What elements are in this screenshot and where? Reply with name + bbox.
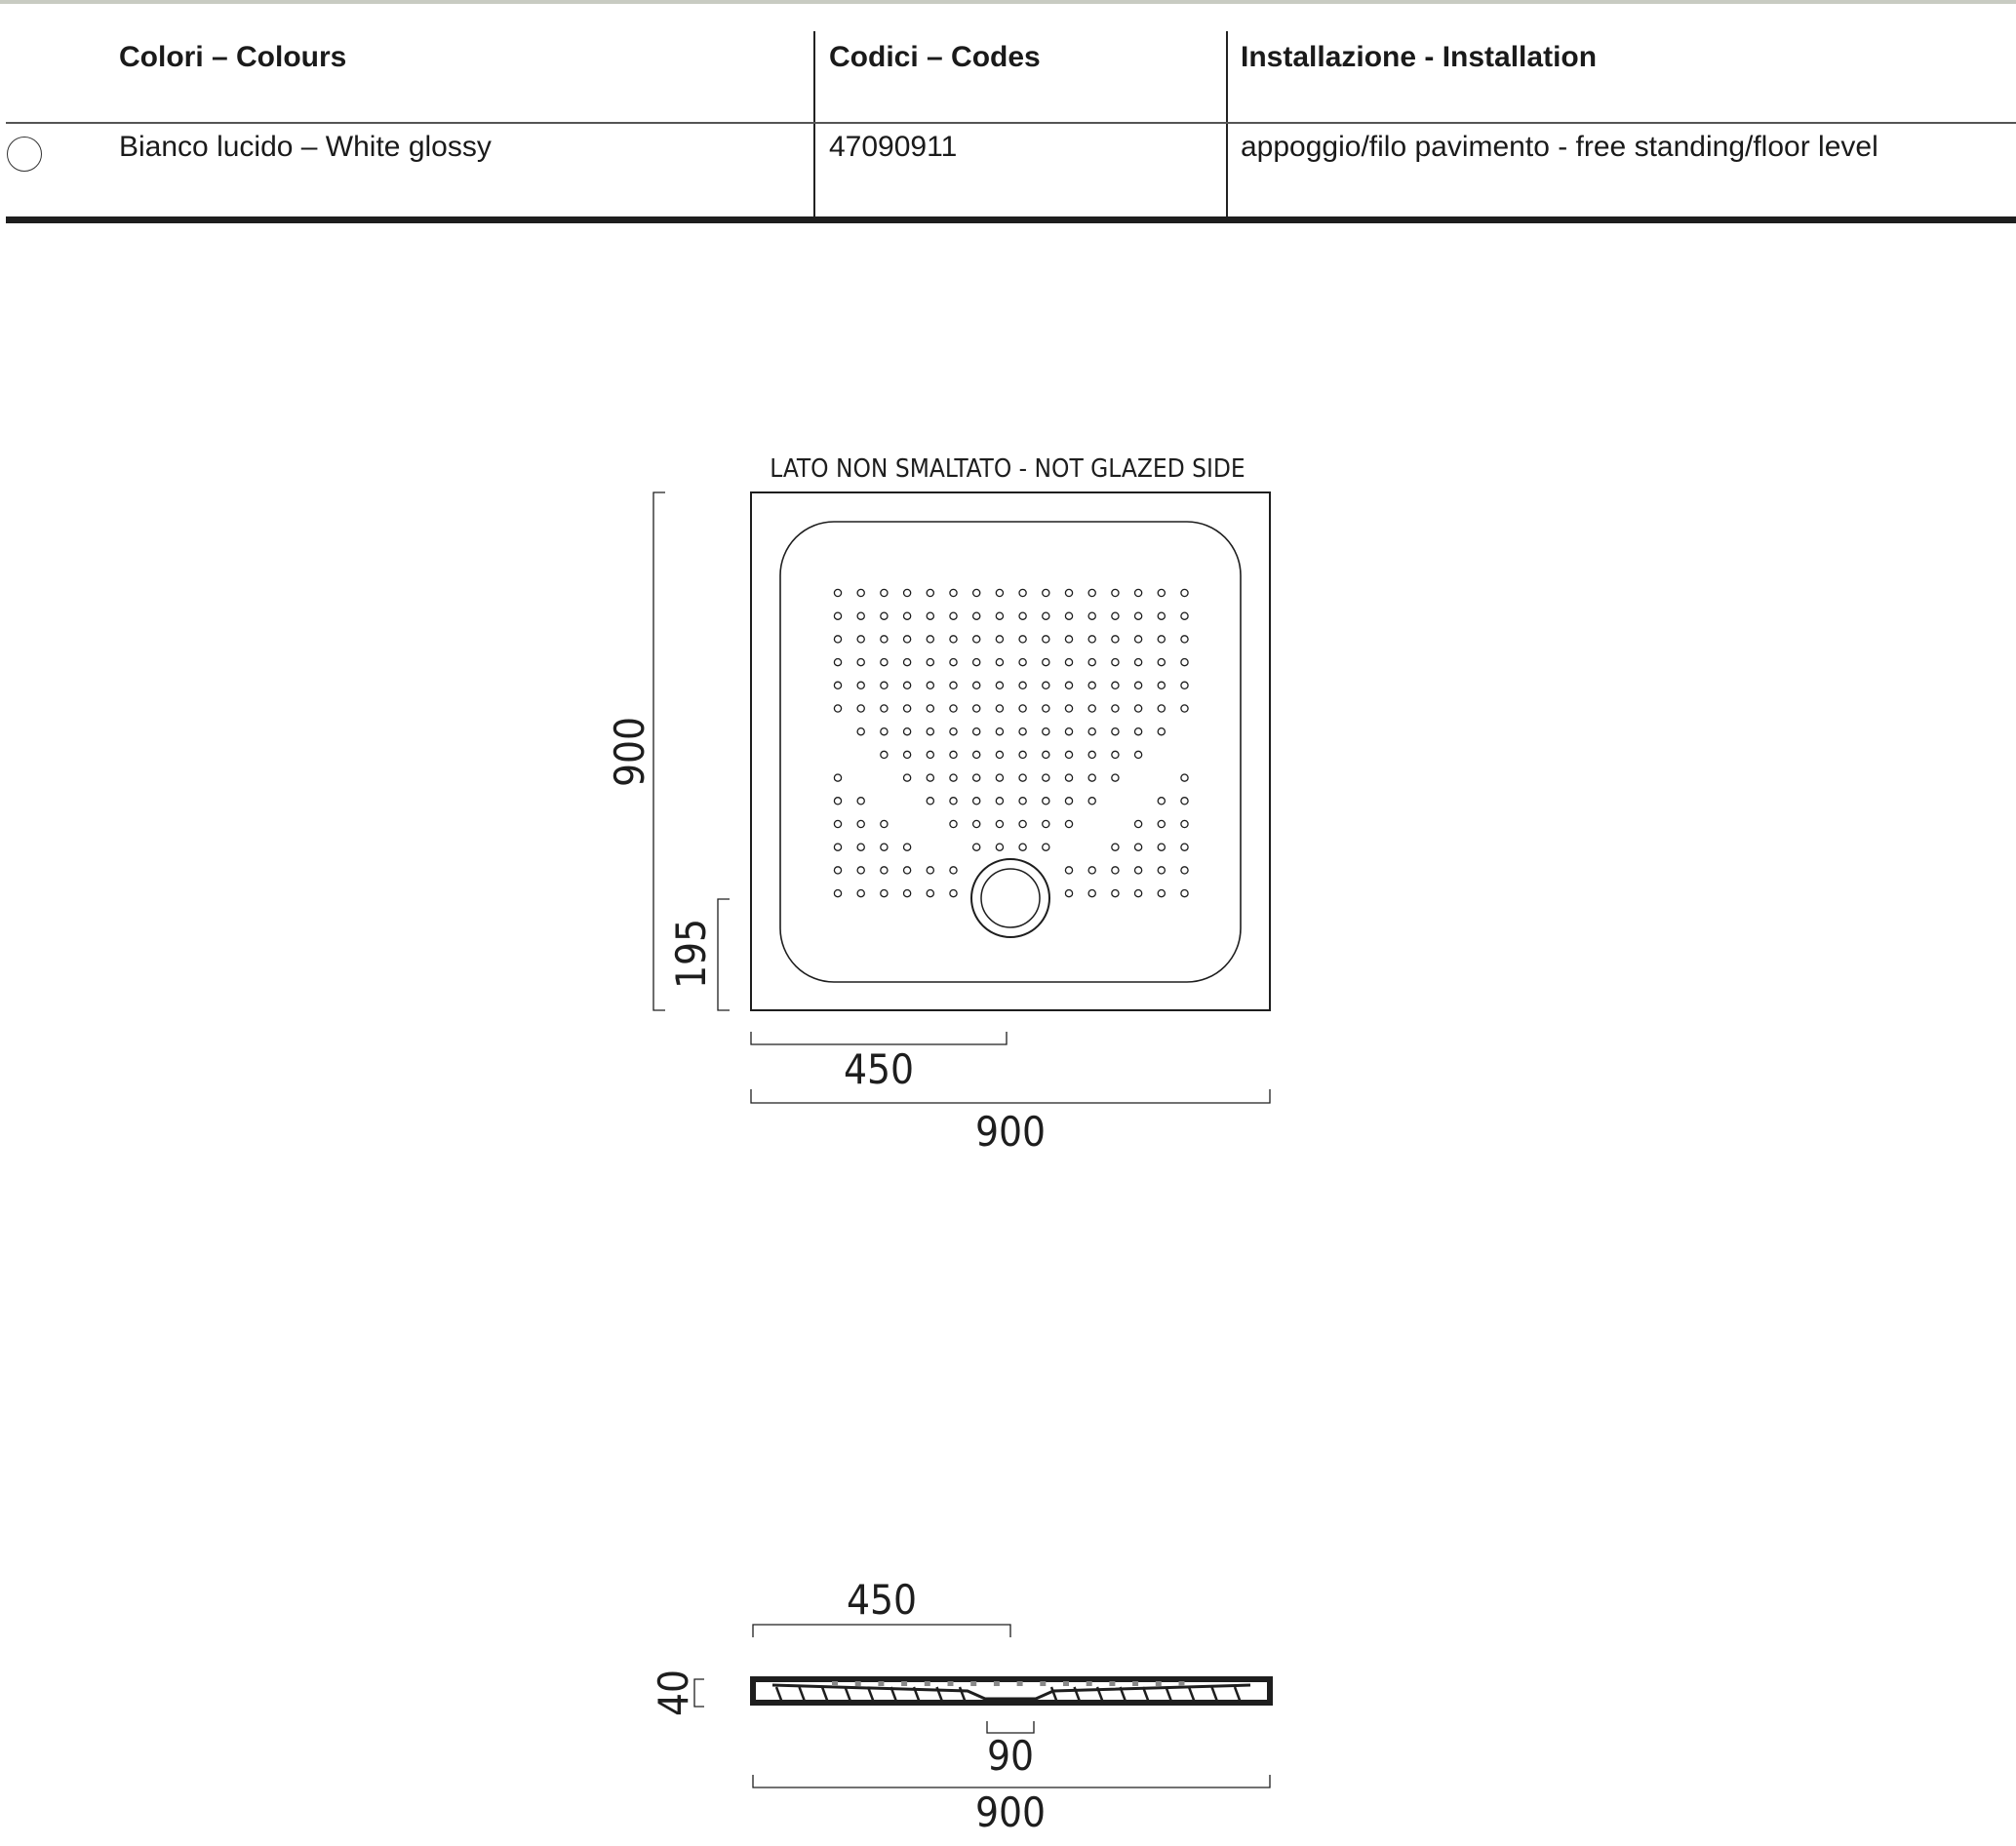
anti-slip-dot [857, 589, 864, 596]
plan-view-label: LATO NON SMALTATO - NOT GLAZED SIDE [770, 454, 1245, 484]
anti-slip-dot [1181, 682, 1188, 688]
anti-slip-dot [996, 798, 1003, 805]
section-dot [994, 1681, 1000, 1686]
anti-slip-dot [904, 890, 911, 897]
anti-slip-dot [1065, 659, 1072, 666]
section-dim-line-half-width [753, 1625, 1010, 1637]
header-codes: Codici – Codes [829, 41, 1041, 73]
anti-slip-dot [996, 589, 1003, 596]
anti-slip-dot [950, 774, 957, 781]
anti-slip-dot [1158, 844, 1165, 850]
anti-slip-dot [996, 751, 1003, 758]
header-colours: Colori – Colours [119, 41, 347, 73]
anti-slip-dot [950, 751, 957, 758]
anti-slip-dot [996, 820, 1003, 827]
tray-basin [780, 522, 1241, 982]
anti-slip-dot [1088, 798, 1095, 805]
anti-slip-dot [927, 798, 933, 805]
anti-slip-dot [1158, 820, 1165, 827]
anti-slip-dot [1158, 659, 1165, 666]
anti-slip-dot [996, 728, 1003, 735]
anti-slip-dot [1181, 636, 1188, 643]
anti-slip-dot [1019, 659, 1026, 666]
anti-slip-dot [996, 705, 1003, 712]
anti-slip-dot [1088, 705, 1095, 712]
anti-slip-dot [904, 728, 911, 735]
anti-slip-dot [927, 659, 933, 666]
anti-slip-dot [834, 705, 841, 712]
anti-slip-dot [1158, 798, 1165, 805]
dim-text-width: 900 [974, 1108, 1047, 1156]
anti-slip-dot [927, 774, 933, 781]
anti-slip-dot [1088, 659, 1095, 666]
anti-slip-dot [1158, 728, 1165, 735]
section-dot [1040, 1681, 1046, 1686]
anti-slip-dot [1112, 751, 1119, 758]
anti-slip-dot [1135, 728, 1142, 735]
anti-slip-dot [1088, 774, 1095, 781]
anti-slip-dot [1112, 728, 1119, 735]
anti-slip-dot [1158, 890, 1165, 897]
section-dot [1109, 1681, 1115, 1686]
anti-slip-dot [857, 798, 864, 805]
anti-slip-dot [950, 798, 957, 805]
section-dot [1087, 1681, 1092, 1686]
anti-slip-dot [857, 705, 864, 712]
row-colour: Bianco lucido – White glossy [119, 131, 492, 163]
anti-slip-dot [1181, 705, 1188, 712]
section-dim-text-thickness: 40 [650, 1669, 697, 1717]
anti-slip-dot [973, 612, 980, 619]
anti-slip-dot [950, 612, 957, 619]
anti-slip-dot [1019, 612, 1026, 619]
section-dot [1017, 1681, 1023, 1686]
anti-slip-dot [904, 867, 911, 874]
anti-slip-dot [1181, 867, 1188, 874]
anti-slip-dot [1043, 751, 1049, 758]
anti-slip-dot [1158, 867, 1165, 874]
anti-slip-dot [996, 636, 1003, 643]
dim-text-drain-offset: 195 [667, 918, 715, 990]
anti-slip-dot [927, 728, 933, 735]
section-dot [970, 1681, 976, 1686]
anti-slip-dot [904, 844, 911, 850]
anti-slip-dot [857, 682, 864, 688]
anti-slip-dot [1181, 659, 1188, 666]
anti-slip-dot [834, 636, 841, 643]
anti-slip-dot [927, 612, 933, 619]
anti-slip-dot [1043, 820, 1049, 827]
drain-inner-ring [981, 869, 1040, 927]
anti-slip-dot [1065, 751, 1072, 758]
anti-slip-dot [1065, 636, 1072, 643]
anti-slip-dot [881, 612, 888, 619]
anti-slip-dot [1065, 612, 1072, 619]
anti-slip-dot [950, 659, 957, 666]
anti-slip-dot [904, 682, 911, 688]
anti-slip-dot [881, 867, 888, 874]
anti-slip-dot [1065, 589, 1072, 596]
anti-slip-dot [973, 798, 980, 805]
anti-slip-dot [950, 867, 957, 874]
anti-slip-dot [1088, 589, 1095, 596]
anti-slip-dot [1181, 798, 1188, 805]
anti-slip-dot [950, 890, 957, 897]
anti-slip-dot [927, 890, 933, 897]
anti-slip-dot [1065, 774, 1072, 781]
anti-slip-dot [1158, 682, 1165, 688]
section-dot [1179, 1681, 1185, 1686]
anti-slip-dot [881, 636, 888, 643]
tray-section-surface [772, 1685, 1250, 1699]
anti-slip-dot [927, 589, 933, 596]
anti-slip-dot [1043, 612, 1049, 619]
anti-slip-dot [1112, 612, 1119, 619]
anti-slip-dot [1088, 867, 1095, 874]
anti-slip-dot [1181, 890, 1188, 897]
dim-text-height: 900 [606, 716, 653, 788]
anti-slip-dot [973, 659, 980, 666]
anti-slip-dot [1112, 890, 1119, 897]
anti-slip-dot [1112, 589, 1119, 596]
anti-slip-dot [973, 751, 980, 758]
anti-slip-dot [1158, 612, 1165, 619]
anti-slip-dot [1088, 751, 1095, 758]
anti-slip-dot [927, 867, 933, 874]
anti-slip-dot [973, 820, 980, 827]
anti-slip-dot [973, 589, 980, 596]
anti-slip-dot [1158, 705, 1165, 712]
anti-slip-dot [857, 867, 864, 874]
anti-slip-dot [1088, 636, 1095, 643]
anti-slip-dot [881, 890, 888, 897]
anti-slip-dot [1065, 890, 1072, 897]
anti-slip-dot [996, 612, 1003, 619]
anti-slip-dot [1135, 612, 1142, 619]
anti-slip-dot [904, 751, 911, 758]
anti-slip-dot [1019, 751, 1026, 758]
anti-slip-dot [881, 728, 888, 735]
anti-slip-dot [834, 682, 841, 688]
anti-slip-dot [834, 589, 841, 596]
anti-slip-dot [1043, 705, 1049, 712]
anti-slip-dot [1135, 867, 1142, 874]
anti-slip-dot [1135, 890, 1142, 897]
anti-slip-dot [1181, 589, 1188, 596]
anti-slip-dot [1112, 844, 1119, 850]
anti-slip-dot [1135, 844, 1142, 850]
anti-slip-dot [1065, 728, 1072, 735]
anti-slip-dot [1065, 798, 1072, 805]
tray-outline [751, 492, 1270, 1010]
anti-slip-dot [973, 705, 980, 712]
anti-slip-dot [904, 636, 911, 643]
anti-slip-dot [1043, 589, 1049, 596]
section-dot [1156, 1681, 1162, 1686]
anti-slip-dot [1112, 636, 1119, 643]
anti-slip-dot [1019, 820, 1026, 827]
dim-line-width [751, 1089, 1270, 1103]
section-dim-text-drain: 90 [986, 1732, 1035, 1780]
anti-slip-dot [1135, 751, 1142, 758]
anti-slip-dot [1135, 820, 1142, 827]
anti-slip-dot [927, 705, 933, 712]
anti-slip-dot [857, 612, 864, 619]
anti-slip-dot [950, 636, 957, 643]
anti-slip-dot [1088, 890, 1095, 897]
anti-slip-dot [1158, 589, 1165, 596]
dim-line-height [653, 492, 665, 1010]
anti-slip-dot [1112, 659, 1119, 666]
anti-slip-dot [1112, 867, 1119, 874]
anti-slip-dot [1065, 682, 1072, 688]
plan-view [606, 454, 1270, 1156]
anti-slip-dot [904, 589, 911, 596]
anti-slip-dot [834, 659, 841, 666]
anti-slip-dot [1019, 636, 1026, 643]
section-dot [832, 1681, 838, 1686]
anti-slip-dot [973, 844, 980, 850]
anti-slip-dot [1043, 682, 1049, 688]
anti-slip-dot [950, 682, 957, 688]
anti-slip-dot [927, 751, 933, 758]
section-dot [1132, 1681, 1138, 1686]
anti-slip-dot [857, 636, 864, 643]
anti-slip-dot [950, 820, 957, 827]
anti-slip-dot [1135, 636, 1142, 643]
anti-slip-dot [881, 589, 888, 596]
anti-slip-dot [1065, 867, 1072, 874]
anti-slip-dot [1043, 844, 1049, 850]
anti-slip-dot [1043, 728, 1049, 735]
anti-slip-dot [1019, 798, 1026, 805]
anti-slip-dot [857, 659, 864, 666]
anti-slip-dot [1019, 682, 1026, 688]
anti-slip-dot [881, 659, 888, 666]
anti-slip-dot [834, 890, 841, 897]
anti-slip-dot [996, 844, 1003, 850]
anti-slip-dot [973, 728, 980, 735]
anti-slip-dot [950, 705, 957, 712]
anti-slip-dot [1181, 774, 1188, 781]
anti-slip-dot [1088, 728, 1095, 735]
anti-slip-dot [1158, 636, 1165, 643]
anti-slip-dot [834, 774, 841, 781]
anti-slip-dot-grid [834, 589, 1188, 896]
anti-slip-dot [1043, 636, 1049, 643]
row-code: 47090911 [829, 131, 958, 163]
anti-slip-dot [857, 728, 864, 735]
section-dot [855, 1681, 861, 1686]
anti-slip-dot [927, 636, 933, 643]
anti-slip-dot [996, 682, 1003, 688]
anti-slip-dot [834, 798, 841, 805]
anti-slip-dot [1181, 844, 1188, 850]
anti-slip-dot [1112, 682, 1119, 688]
section-dot [1063, 1681, 1069, 1686]
anti-slip-dot [834, 844, 841, 850]
anti-slip-dot [973, 682, 980, 688]
anti-slip-dot [973, 774, 980, 781]
anti-slip-dot [1019, 728, 1026, 735]
drain-outer-ring [971, 859, 1049, 937]
anti-slip-dot [857, 890, 864, 897]
anti-slip-dot [881, 820, 888, 827]
anti-slip-dot [904, 612, 911, 619]
anti-slip-dot [1112, 774, 1119, 781]
anti-slip-dot [857, 844, 864, 850]
section-dim-text-half-width: 450 [846, 1576, 918, 1624]
anti-slip-dot [1043, 659, 1049, 666]
anti-slip-dot [1135, 659, 1142, 666]
anti-slip-dot [973, 636, 980, 643]
anti-slip-dot [881, 682, 888, 688]
dim-line-half-width [751, 1032, 1007, 1044]
anti-slip-dot [1181, 820, 1188, 827]
anti-slip-dot [834, 820, 841, 827]
row-installation: appoggio/filo pavimento - free standing/floor level [1241, 131, 1878, 163]
anti-slip-dot [1019, 844, 1026, 850]
anti-slip-dot [1135, 589, 1142, 596]
anti-slip-dot [1088, 612, 1095, 619]
anti-slip-dot [881, 844, 888, 850]
anti-slip-dot [904, 705, 911, 712]
anti-slip-dot [1181, 612, 1188, 619]
anti-slip-dot [927, 682, 933, 688]
dim-line-drain-offset [718, 899, 730, 1010]
anti-slip-dot [881, 705, 888, 712]
anti-slip-dot [1019, 589, 1026, 596]
anti-slip-dot [1065, 705, 1072, 712]
anti-slip-dot [1112, 705, 1119, 712]
section-dot [878, 1681, 884, 1686]
anti-slip-dot [1043, 798, 1049, 805]
anti-slip-dot [996, 659, 1003, 666]
anti-slip-dot [996, 774, 1003, 781]
anti-slip-dot [1065, 820, 1072, 827]
anti-slip-dot [950, 728, 957, 735]
anti-slip-dot [1019, 774, 1026, 781]
anti-slip-dot [1135, 705, 1142, 712]
dim-text-half-width: 450 [843, 1045, 915, 1093]
section-dot [925, 1681, 930, 1686]
section-dot [948, 1681, 954, 1686]
section-dot [901, 1681, 907, 1686]
anti-slip-dot [1135, 682, 1142, 688]
anti-slip-dot [1043, 774, 1049, 781]
anti-slip-dot [950, 589, 957, 596]
anti-slip-dot [904, 659, 911, 666]
anti-slip-dot [904, 774, 911, 781]
anti-slip-dot [834, 612, 841, 619]
section-view [650, 1576, 1270, 1836]
anti-slip-dot [834, 867, 841, 874]
section-dim-text-width: 900 [974, 1788, 1047, 1836]
anti-slip-dot [1088, 682, 1095, 688]
header-installation: Installazione - Installation [1241, 41, 1598, 73]
anti-slip-dot [881, 751, 888, 758]
anti-slip-dot [1019, 705, 1026, 712]
anti-slip-dot [857, 820, 864, 827]
